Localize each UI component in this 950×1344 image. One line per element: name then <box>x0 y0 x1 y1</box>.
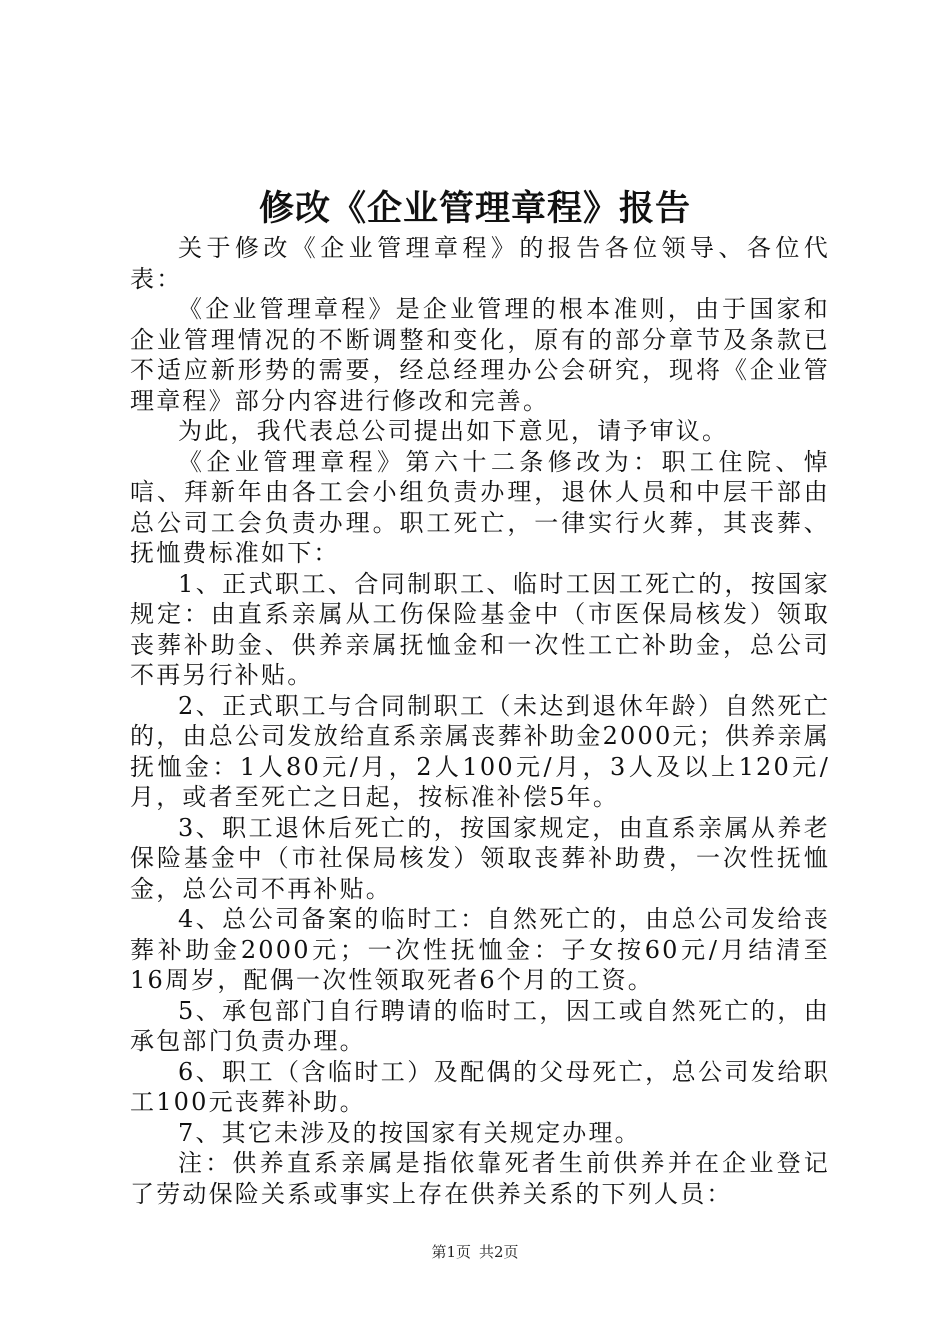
paragraph-item-5: 5、承包部门自行聘请的临时工，因工或自然死亡的，由承包部门负责办理。 <box>130 996 830 1055</box>
paragraph-item-7: 7、其它未涉及的按国家有关规定办理。 <box>178 1118 641 1147</box>
document-body <box>130 233 830 1209</box>
page-number: 第1页 <box>431 1243 471 1261</box>
paragraph-proposal: 为此，我代表总公司提出如下意见，请予审议。 <box>178 417 729 445</box>
paragraph-salutation: 关于修改《企业管理章程》的报告各位领导、各位代表： <box>130 234 830 293</box>
paragraph-item-2: 2、正式职工与合同制职工（未达到退休年龄）自然死亡的，由总公司发放给直系亲属丧葬补助金2000元；供养亲属抚恤金：1人80元/月，2人100元/月，3人及以上120元/月，或者至死亡之日起，按标准补偿5年。 <box>130 691 830 811</box>
paragraph-item-4: 4、总公司备案的临时工：自然死亡的，由总公司发给丧葬补助金2000元；一次性抚恤金：子女按60元/月结清至16周岁，配偶一次性领取死者6个月的工资。 <box>130 905 830 994</box>
paragraph-intro: 《企业管理章程》是企业管理的根本准则，由于国家和企业管理情况的不断调整和变化，原有的部分章节及条款已不适应新形势的需要，经总经理办公会研究，现将《企业管理章程》部分内容进行修改和完善。 <box>130 295 830 415</box>
paragraph-article-62: 《企业管理章程》第六十二条修改为：职工住院、悼唁、拜新年由各工会小组负责办理，退休人员和中层干部由总公司工会负责办理。职工死亡，一律实行火葬，其丧葬、抚恤费标准如下： <box>130 447 830 567</box>
paragraph-item-3: 3、职工退休后死亡的，按国家规定，由直系亲属从养老保险基金中（市社保局核发）领取丧葬补助费，一次性抚恤金，总公司不再补贴。 <box>130 813 830 903</box>
paragraph-item-6: 6、职工（含临时工）及配偶的父母死亡，总公司发给职工100元丧葬补助。 <box>130 1057 830 1116</box>
page-total: 共2页 <box>479 1243 519 1261</box>
paragraph-item-1: 1、正式职工、合同制职工、临时工因工死亡的，按国家规定：由直系亲属从工伤保险基金中（市医保局核发）领取丧葬补助金、供养亲属抚恤金和一次性工亡补助金，总公司不再另行补贴。 <box>130 569 830 689</box>
paragraph-note: 注：供养直系亲属是指依靠死者生前供养并在企业登记了劳动保险关系或事实上存在供养关系的下列人员： <box>130 1149 830 1208</box>
document-title: 修改《企业管理章程》报告 <box>258 188 691 229</box>
page-footer <box>0 1242 950 1262</box>
